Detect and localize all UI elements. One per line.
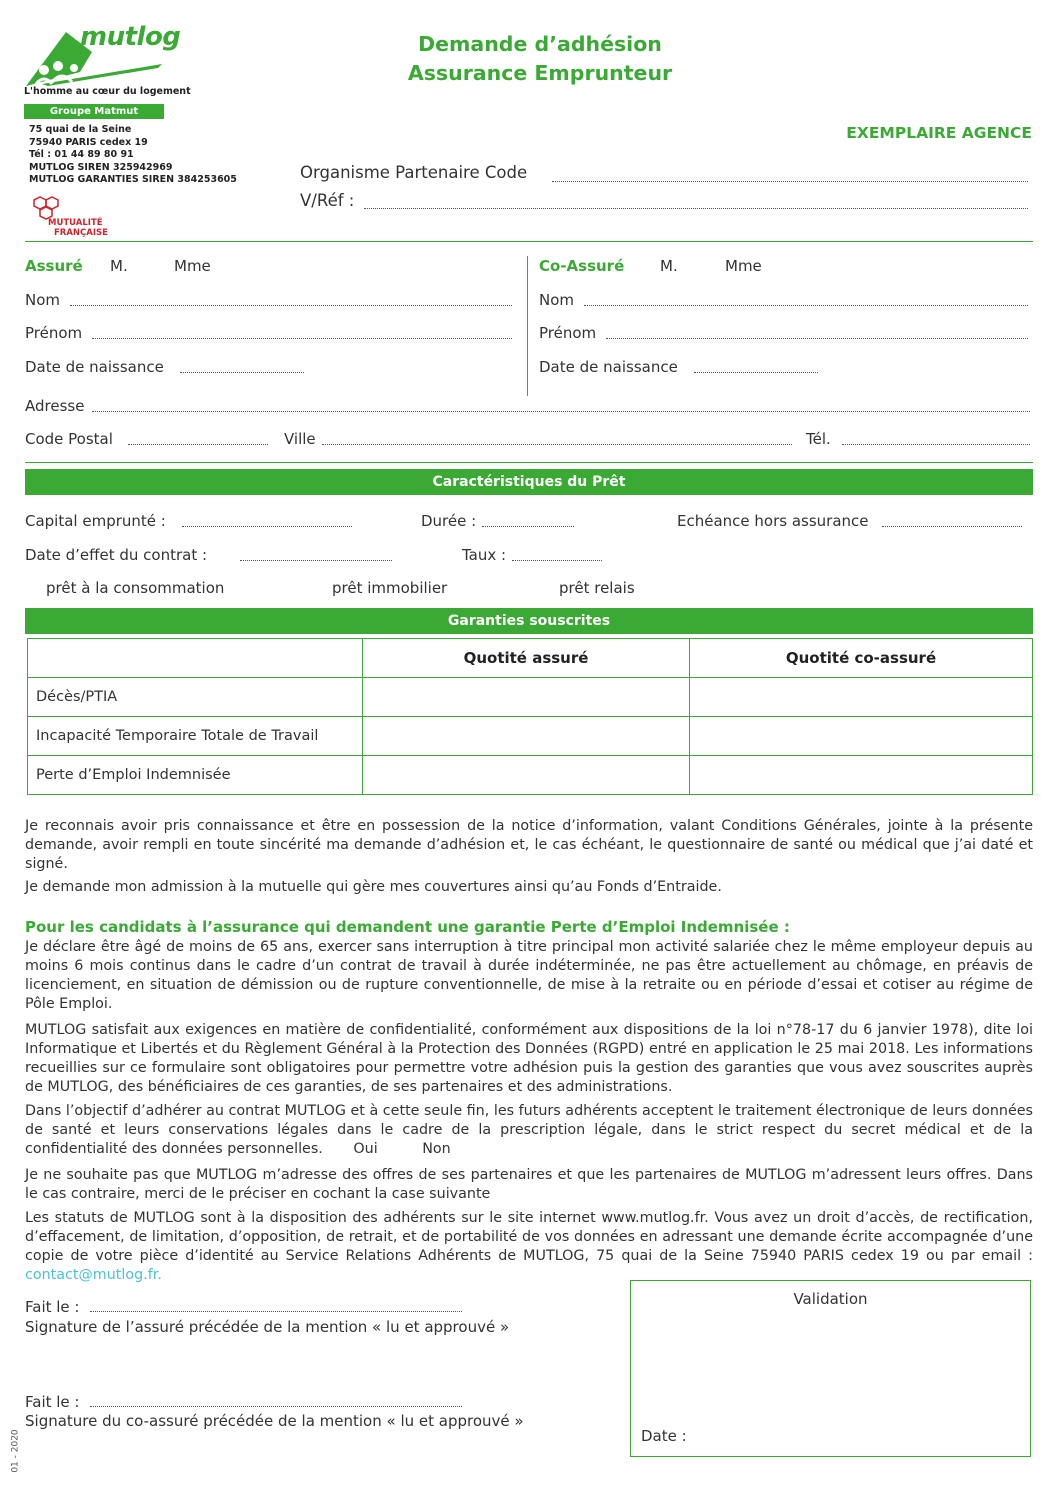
garanties-table [27,638,1033,795]
partner-code-label: Organisme Partenaire Code [300,163,528,182]
donnees-sante-paragraph [25,1102,1033,1159]
footer-code: 01 - 2020 [10,1429,21,1473]
garanties-section-header [25,608,1033,634]
table-header-row [28,639,1033,678]
coassure-nom-field[interactable] [584,305,1028,306]
quotite-coassure-cell[interactable] [690,678,1033,717]
capital-label: Capital emprunté : [25,512,166,530]
table-row [28,678,1033,717]
offres-paragraph: Je ne souhaite pas que MUTLOG m’adresse des offres de ses partenaires et que les partenaires de MUTLOG m’adressent leurs offres. Dans le cas contraire, merci de le préciser en cochant la case suivante [25,1167,1033,1202]
coassure-naissance-field[interactable] [694,372,818,373]
confidentialite-paragraph: MUTLOG satisfait aux exigences en matière de confidentialité, conformément aux dispositions de la loi n°78-17 du 6 janvier 1978), dite loi Informatique et Libertés et du Règlement Général à la Protection des Données (RGPD) entré en application le 25 mai 2018. Les informations recueillies sur ce formulaire sont obligatoires pour permettre votre adhésion puis la gestion des garanties que vous avez souscrites auprès de MUTLOG, des bénéficiaires de ces garanties, de ses partenaires et des administrations. [25,1022,1033,1095]
partner-ref-field[interactable] [364,208,1028,209]
fait-le-coassure-field[interactable] [90,1406,462,1407]
pret-section-header [25,469,1033,495]
page-title [340,30,740,88]
logo-group-band [24,104,164,119]
col-quotite-assure: Quotité assuré [363,639,690,678]
table-row [28,717,1033,756]
copy-label: EXEMPLAIRE AGENCE [846,124,1032,142]
logo-brand: mutlog [80,22,181,52]
assure-prenom-field[interactable] [92,338,512,339]
duree-field[interactable] [482,526,574,527]
address-line: 75 quai de la Seine [29,124,132,135]
echeance-label: Echéance hors assurance [677,512,869,530]
address-line: 75940 PARIS cedex 19 [29,136,148,148]
validation-date-label: Date : [641,1427,687,1445]
logo-tagline: L'homme au cœur du logement [24,86,191,97]
address-block [29,124,237,187]
signature-assure-label: Signature de l’assuré précédée de la mention « lu et approuvé » [25,1318,510,1336]
code-postal-label: Code Postal [25,430,113,448]
taux-field[interactable] [512,560,602,561]
quotite-coassure-cell[interactable] [690,717,1033,756]
assure-nom-label: Nom [25,291,61,309]
table-row [28,756,1033,795]
taux-label: Taux : [462,546,507,564]
title-line1: Demande d’adhésion [418,32,662,56]
quotite-coassure-cell[interactable] [690,756,1033,795]
statuts-paragraph [25,1209,1033,1285]
garantie-label: Décès/PTIA [28,678,363,717]
fait-le-assure-label: Fait le : [25,1298,80,1316]
table-header-empty [28,639,363,678]
pret-immo-option[interactable]: prêt immobilier [332,579,448,597]
capital-field[interactable] [182,526,352,527]
fait-le-coassure-label: Fait le : [25,1393,80,1411]
adresse-field[interactable] [92,411,1030,412]
non-option[interactable]: Non [422,1141,451,1157]
adresse-label: Adresse [25,397,85,415]
quotite-assure-cell[interactable] [363,678,690,717]
title-line2: Assurance Emprunteur [407,61,673,85]
tel-label: Tél. [806,430,831,448]
date-effet-field[interactable] [240,560,392,561]
echeance-field[interactable] [882,526,1022,527]
pret-relais-option[interactable]: prêt relais [559,579,635,597]
coassure-prenom-field[interactable] [606,338,1028,339]
declaration-paragraph: Je déclare être âgé de moins de 65 ans, exercer sans interruption à titre principal mon activité salariée chez le même employeur depuis au moins 6 mois continus dans le cadre d’un contrat de travail à durée indéterminée, ne pas être actuellement au chômage, en préavis de licenciement, en situation de démission ou de rupture conventionnelle, de mise à la retraite ou en période d’essai et cotiser au régime de Pôle Emploi. [25,939,1033,1012]
mutualite-line1: MUTUALITÉ [48,218,103,228]
coassure-prenom-label: Prénom [539,324,597,342]
assure-m-option[interactable]: M. [110,257,128,275]
ville-label: Ville [284,430,316,448]
validation-box[interactable] [630,1280,1031,1457]
mutualite-hexagon-icon [32,196,62,220]
coassure-heading: Co-Assuré [539,257,625,275]
assure-naissance-field[interactable] [180,372,304,373]
address-line: MUTLOG GARANTIES SIREN 384253605 [29,174,237,185]
tel-field[interactable] [842,444,1030,445]
mutualite-logo [30,196,110,240]
col-quotite-coassure: Quotité co-assuré [690,639,1033,678]
address-line: Tél : 01 44 89 80 91 [29,149,134,160]
assure-naissance-label: Date de naissance [25,358,164,376]
coassure-m-option[interactable]: M. [660,257,678,275]
garantie-label: Perte d’Emploi Indemnisée [28,756,363,795]
partner-ref-label: V/Réf : [300,191,355,210]
address-line: MUTLOG SIREN 325942969 [29,161,173,173]
contact-divider [25,462,1033,463]
oui-option[interactable]: Oui [353,1141,378,1157]
code-postal-field[interactable] [128,444,268,445]
coassure-mme-option[interactable]: Mme [725,257,762,275]
admission-paragraph: Je demande mon admission à la mutuelle qui gère mes couvertures ainsi qu’au Fonds d’Entraide. [25,879,722,895]
header-divider [25,241,1033,242]
date-effet-label: Date d’effet du contrat : [25,546,208,564]
garantie-label: Incapacité Temporaire Totale de Travail [28,717,363,756]
acknowledgement-paragraph: Je reconnais avoir pris connaissance et être en possession de la notice d’information, valant Conditions Générales, jointe à la présente demande, avoir rempli en toute sincérité ma demande d’adhésion et, le cas échéant, le questionnaire de santé ou médical que j’ai daté et signé. [25,818,1033,872]
partner-code-field[interactable] [552,181,1028,182]
ville-field[interactable] [322,444,792,445]
assure-nom-field[interactable] [70,305,512,306]
duree-label: Durée : [421,512,477,530]
signature-coassure-label: Signature du co-assuré précédée de la mention « lu et approuvé » [25,1412,524,1430]
validation-label: Validation [793,1290,868,1308]
donnees-sante-text: Dans l’objectif d’adhérer au contrat MUTLOG et à cette seule fin, les futurs adhérents acceptent le traitement électronique de leurs données de santé et leurs conservations légales dans le cadre de la prescription légale, dans le strict respect du secret médical et de la confidentialité des données personnelles. [25,1103,1033,1157]
assure-mme-option[interactable]: Mme [174,257,211,275]
pret-heading: Caractéristiques du Prêt [432,474,626,490]
coassure-nom-label: Nom [539,291,575,309]
quotite-assure-cell[interactable] [363,756,690,795]
pret-conso-option[interactable]: prêt à la consommation [46,579,225,597]
contact-email-link[interactable]: contact@mutlog.fr. [25,1267,162,1283]
perte-emploi-heading: Pour les candidats à l’assurance qui demandent une garantie Perte d’Emploi Indemnisée : [25,918,790,936]
garanties-heading: Garanties souscrites [447,613,611,629]
quotite-assure-cell[interactable] [363,717,690,756]
logo-group: Groupe Matmut [49,106,139,117]
assure-heading: Assuré [25,257,83,275]
statuts-text: Les statuts de MUTLOG sont à la disposition des adhérents sur le site internet www.mutlog.fr. Vous avez un droit d’accès, de rectification, d’effacement, de limitation, d’opposition, de retrait, et de portabilité de vos données en adressant une demande écrite accompagnée d’une copie de votre pièce d’identité au Service Relations Adhérents de MUTLOG, 75 quai de la Seine 75940 PARIS cedex 19 ou par email : [25,1210,1033,1264]
column-divider [527,256,528,396]
mutualite-line2: FRANÇAISE [54,228,108,238]
assure-prenom-label: Prénom [25,324,83,342]
coassure-naissance-label: Date de naissance [539,358,678,376]
fait-le-assure-field[interactable] [90,1311,462,1312]
